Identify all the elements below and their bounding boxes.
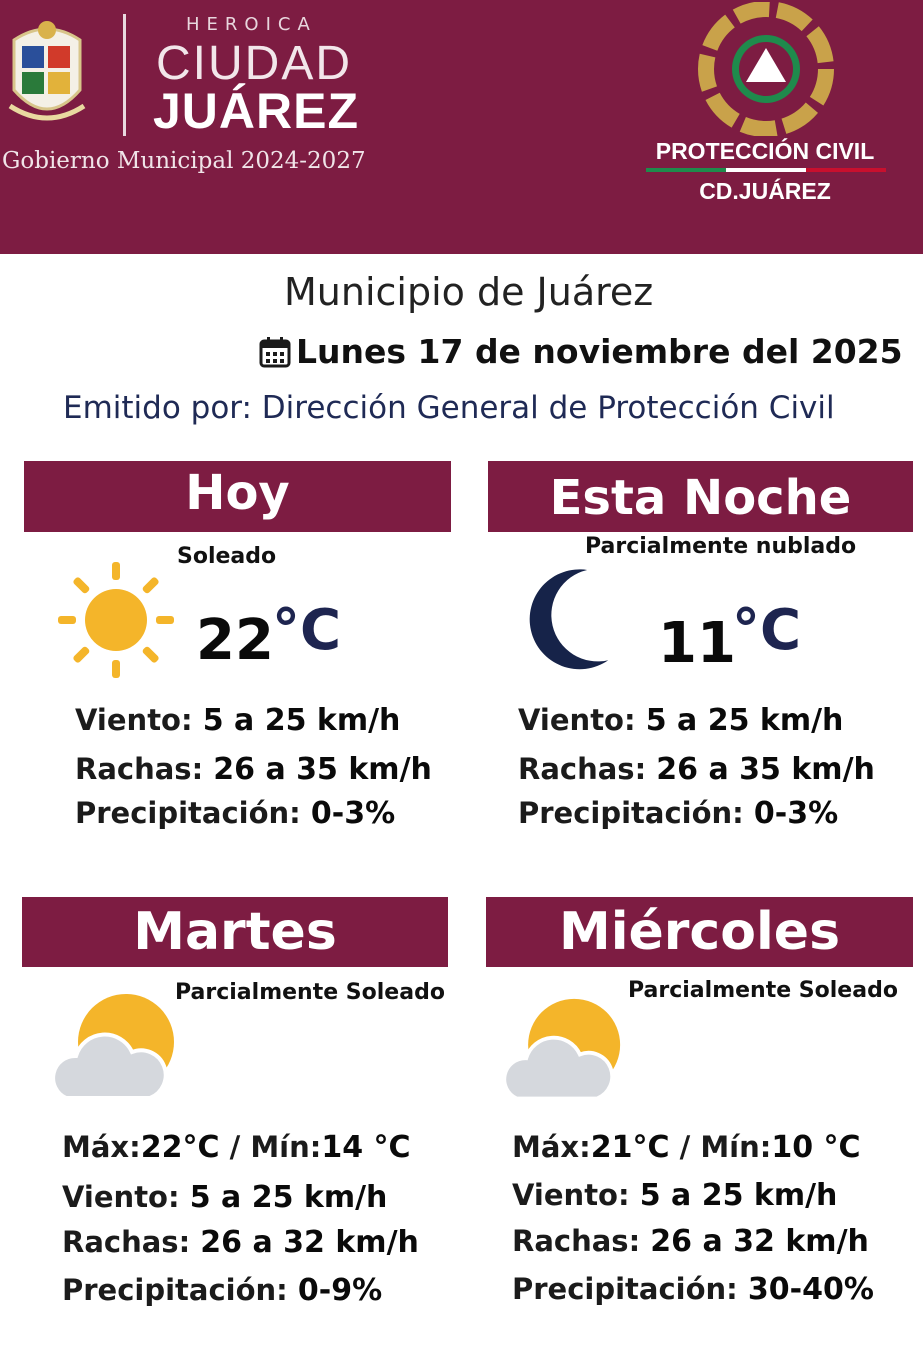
- noche-title: Esta Noche: [549, 470, 852, 526]
- noche-precipitacion-label: Precipitación:: [518, 796, 744, 830]
- hoy-rachas: [75, 752, 432, 787]
- hoy-temperature: 22: [196, 608, 274, 673]
- proteccion-civil-logo: [696, 2, 836, 136]
- noche-rachas-label: Rachas:: [518, 752, 647, 786]
- hoy-rachas-value: 26 a 35 km/h: [213, 752, 432, 787]
- hoy-condition: Soleado: [177, 544, 277, 569]
- martes-precipitacion-label: Precipitación:: [62, 1273, 288, 1307]
- miercoles-rachas: [512, 1224, 869, 1259]
- hoy-viento-value: 5 a 25 km/h: [202, 703, 401, 738]
- noche-viento: [518, 703, 843, 738]
- miercoles-condition: Parcialmente Soleado: [628, 978, 898, 1003]
- miercoles-rachas-value: 26 a 32 km/h: [650, 1224, 869, 1259]
- martes-condition: Parcialmente Soleado: [175, 980, 445, 1005]
- proteccion-civil-title: PROTECCIÓN CIVIL: [655, 138, 875, 164]
- miercoles-precipitacion: [512, 1272, 874, 1307]
- martes-separator: /: [229, 1130, 241, 1164]
- hoy-temperature-unit: °C: [272, 598, 342, 663]
- sun-icon: [56, 560, 176, 680]
- martes-viento-value: 5 a 25 km/h: [189, 1180, 388, 1215]
- ciudad-text: CIUDAD: [156, 37, 353, 90]
- martes-max-label: Máx:: [62, 1130, 141, 1164]
- martes-min-value: 14 °C: [321, 1130, 411, 1165]
- city-crest-logo: [4, 10, 90, 138]
- noche-rachas-value: 26 a 35 km/h: [656, 752, 875, 787]
- miercoles-viento: [512, 1178, 837, 1213]
- martes-precipitacion: [62, 1273, 382, 1308]
- martes-rachas: [62, 1225, 419, 1260]
- noche-condition: Parcialmente nublado: [585, 534, 857, 559]
- martes-temperatures: [62, 1130, 411, 1165]
- calendar-icon: [258, 335, 292, 369]
- hoy-rachas-label: Rachas:: [75, 752, 204, 786]
- miercoles-precipitacion-label: Precipitación:: [512, 1272, 738, 1306]
- miercoles-rachas-label: Rachas:: [512, 1224, 641, 1258]
- miercoles-separator: /: [679, 1130, 691, 1164]
- gobierno-municipal-text: Gobierno Municipal 2024-2027: [2, 148, 366, 174]
- noche-precipitacion-value: 0-3%: [753, 796, 839, 831]
- noche-precipitacion: [518, 796, 838, 831]
- partly-sunny-icon: [52, 990, 182, 1110]
- hoy-precipitacion-label: Precipitación:: [75, 796, 301, 830]
- juarez-text: JUÁREZ: [153, 83, 360, 139]
- hoy-viento-label: Viento:: [75, 703, 193, 737]
- moon-icon: [518, 562, 614, 672]
- flag-stripe: [646, 168, 886, 172]
- miercoles-band: [486, 897, 913, 967]
- date-row: [258, 332, 903, 371]
- miercoles-viento-value: 5 a 25 km/h: [639, 1178, 838, 1213]
- noche-temperature: 11: [658, 611, 736, 676]
- emitido-por-text: Emitido por: Dirección General de Protección Civil: [63, 390, 835, 426]
- martes-band: [22, 897, 448, 967]
- forecast-date: Lunes 17 de noviembre del 2025: [296, 332, 903, 371]
- miercoles-viento-label: Viento:: [512, 1178, 630, 1212]
- martes-rachas-value: 26 a 32 km/h: [200, 1225, 419, 1260]
- martes-max-value: 22°C: [140, 1130, 220, 1165]
- martes-viento-label: Viento:: [62, 1180, 180, 1214]
- miercoles-min-value: 10 °C: [771, 1130, 861, 1165]
- miercoles-precipitacion-value: 30-40%: [747, 1272, 874, 1307]
- header-divider: [123, 14, 126, 136]
- hoy-precipitacion: [75, 796, 395, 831]
- proteccion-civil-subtitle: CD.JUÁREZ: [699, 178, 831, 204]
- martes-min-label: Mín:: [250, 1130, 322, 1164]
- miercoles-title: Miércoles: [558, 902, 841, 962]
- martes-rachas-label: Rachas:: [62, 1225, 191, 1259]
- hoy-title: Hoy: [185, 465, 290, 521]
- miercoles-min-label: Mín:: [700, 1130, 772, 1164]
- heroica-text: HEROICA: [186, 14, 317, 35]
- noche-temperature-unit: °C: [732, 598, 802, 663]
- partly-sunny-icon: [503, 995, 628, 1110]
- martes-precipitacion-value: 0-9%: [297, 1273, 383, 1308]
- municipio-title: Municipio de Juárez: [284, 270, 654, 314]
- hoy-viento: [75, 703, 400, 738]
- noche-rachas: [518, 752, 875, 787]
- miercoles-max-value: 21°C: [590, 1130, 670, 1165]
- martes-title: Martes: [133, 902, 337, 962]
- noche-band: [488, 461, 913, 532]
- noche-viento-value: 5 a 25 km/h: [645, 703, 844, 738]
- miercoles-max-label: Máx:: [512, 1130, 591, 1164]
- miercoles-temperatures: [512, 1130, 861, 1165]
- hoy-band: [24, 461, 451, 532]
- hoy-precipitacion-value: 0-3%: [310, 796, 396, 831]
- noche-viento-label: Viento:: [518, 703, 636, 737]
- martes-viento: [62, 1180, 387, 1215]
- header-banner: [0, 0, 923, 254]
